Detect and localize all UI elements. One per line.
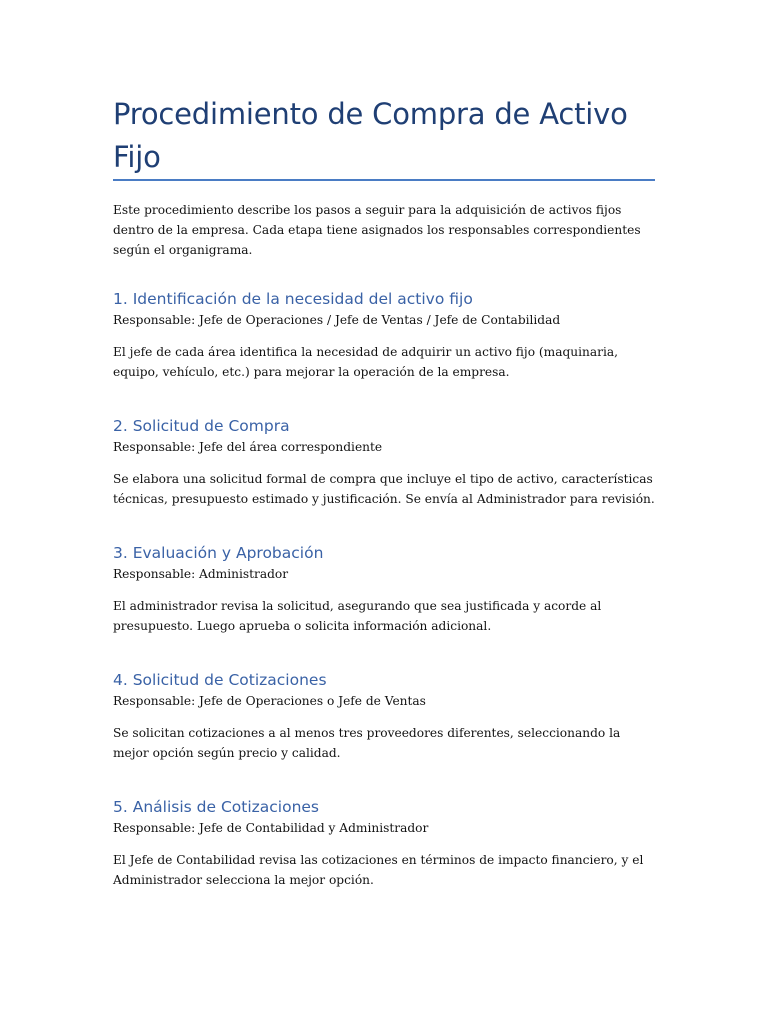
title-underline	[113, 179, 655, 181]
section-responsible: Responsable: Jefe de Contabilidad y Administrador	[113, 821, 429, 835]
section-body: El administrador revisa la solicitud, asegurando que sea justificada y acorde al presupuesto. Luego aprueba o solicita información adicional.	[113, 599, 602, 633]
section-heading: 3. Evaluación y Aprobación	[113, 544, 324, 562]
section-heading: 4. Solicitud de Cotizaciones	[113, 671, 327, 689]
section-responsible: Responsable: Administrador	[113, 567, 289, 581]
section-responsible: Responsable: Jefe de Operaciones o Jefe de Ventas	[113, 694, 426, 708]
section-5	[113, 796, 658, 890]
section-3	[113, 542, 658, 636]
section-responsible: Responsable: Jefe del área correspondiente	[113, 440, 383, 454]
intro-paragraph: Este procedimiento describe los pasos a seguir para la adquisición de activos fijos dentro de la empresa. Cada etapa tiene asignados los responsables correspondientes según el organigrama.	[113, 203, 641, 257]
section-body: Se solicitan cotizaciones a al menos tres proveedores diferentes, seleccionando la mejor opción según precio y calidad.	[113, 726, 621, 760]
section-heading: 5. Análisis de Cotizaciones	[113, 798, 320, 816]
section-body: El jefe de cada área identifica la necesidad de adquirir un activo fijo (maquinaria, equipo, vehículo, etc.) para mejorar la operación de la empresa.	[113, 345, 619, 379]
section-4	[113, 669, 658, 763]
section-heading: 1. Identificación de la necesidad del activo fijo	[113, 290, 473, 308]
section-body: Se elabora una solicitud formal de compra que incluye el tipo de activo, características técnicas, presupuesto estimado y justificación. Se envía al Administrador para revisión.	[113, 472, 655, 506]
section-body: El Jefe de Contabilidad revisa las cotizaciones en términos de impacto financiero, y el Administrador selecciona la mejor opción.	[113, 853, 644, 887]
section-1	[113, 288, 658, 382]
section-heading: 2. Solicitud de Compra	[113, 417, 290, 435]
section-responsible: Responsable: Jefe de Operaciones / Jefe de Ventas / Jefe de Contabilidad	[113, 313, 561, 327]
page-title: Procedimiento de Compra de Activo Fijo	[113, 97, 628, 174]
section-2	[113, 415, 658, 509]
